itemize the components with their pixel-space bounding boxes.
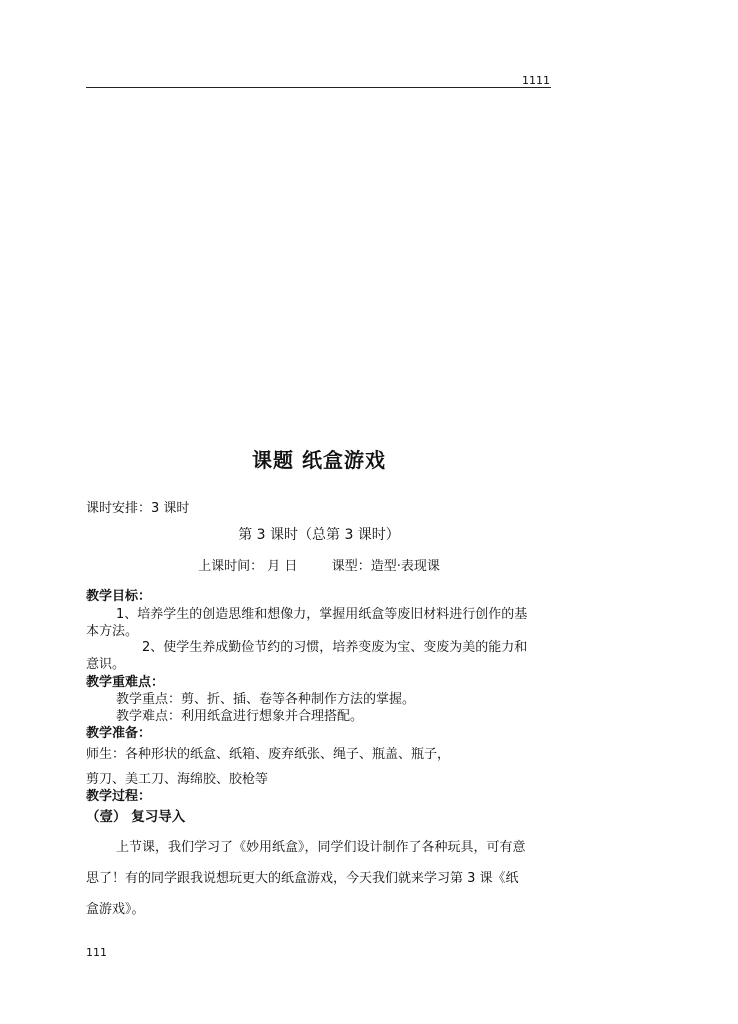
intro-paragraph-line-1: 上节课，我们学习了《妙用纸盒》，同学们设计制作了各种玩具，可有意 [116, 840, 526, 855]
objective-2-line-2: 意识。 [86, 657, 126, 672]
key-point-difficulty: 教学难点：利用纸盒进行想象并合理搭配。 [116, 709, 364, 724]
preparation-line-2: 剪刀、美工刀、海绵胶、胶枪等 [86, 772, 269, 787]
intro-paragraph-line-3: 盒游戏》。 [86, 902, 145, 917]
lesson-line: 第 3 课时（总第 3 课时） [238, 527, 400, 543]
page-title: 课题 纸盒游戏 [252, 448, 386, 472]
objective-1-line-1: 1、培养学生的创造思维和想像力，掌握用纸盒等废旧材料进行创作的基 [116, 607, 528, 622]
class-type-value: 造型·表现课 [370, 559, 440, 574]
class-time-label: 上课时间： [198, 559, 264, 574]
class-type-label: 课型： [331, 559, 371, 574]
key-point-focus: 教学重点：剪、折、插、卷等各种制作方法的掌握。 [116, 692, 416, 707]
intro-paragraph-line-2: 思了！有的同学跟我说想玩更大的纸盒游戏，今天我们就来学习第 3 课《纸 [86, 871, 519, 886]
preparation-line-1: 师生：各种形状的纸盒、纸箱、废弃纸张、绳子、瓶盖、瓶子， [86, 747, 451, 762]
preparation-heading: 教学准备： [86, 726, 152, 741]
objectives-heading: 教学目标： [86, 589, 152, 604]
section-1-heading: （壹） 复习导入 [86, 809, 186, 825]
header-rule [86, 87, 551, 88]
class-time-value: 月 日 [267, 559, 298, 574]
header-page-number: 1111 [522, 74, 550, 87]
process-heading: 教学过程： [86, 789, 152, 804]
schedule-line: 课时安排：3 课时 [86, 501, 190, 516]
footer-page-number: 111 [86, 946, 107, 959]
objective-1-line-2: 本方法。 [86, 624, 139, 639]
key-points-heading: 教学重难点： [86, 675, 165, 690]
objective-2-line-1: 2、使学生养成勤俭节约的习惯，培养变废为宝、变废为美的能力和 [142, 640, 528, 655]
class-info-line [0, 555, 638, 574]
